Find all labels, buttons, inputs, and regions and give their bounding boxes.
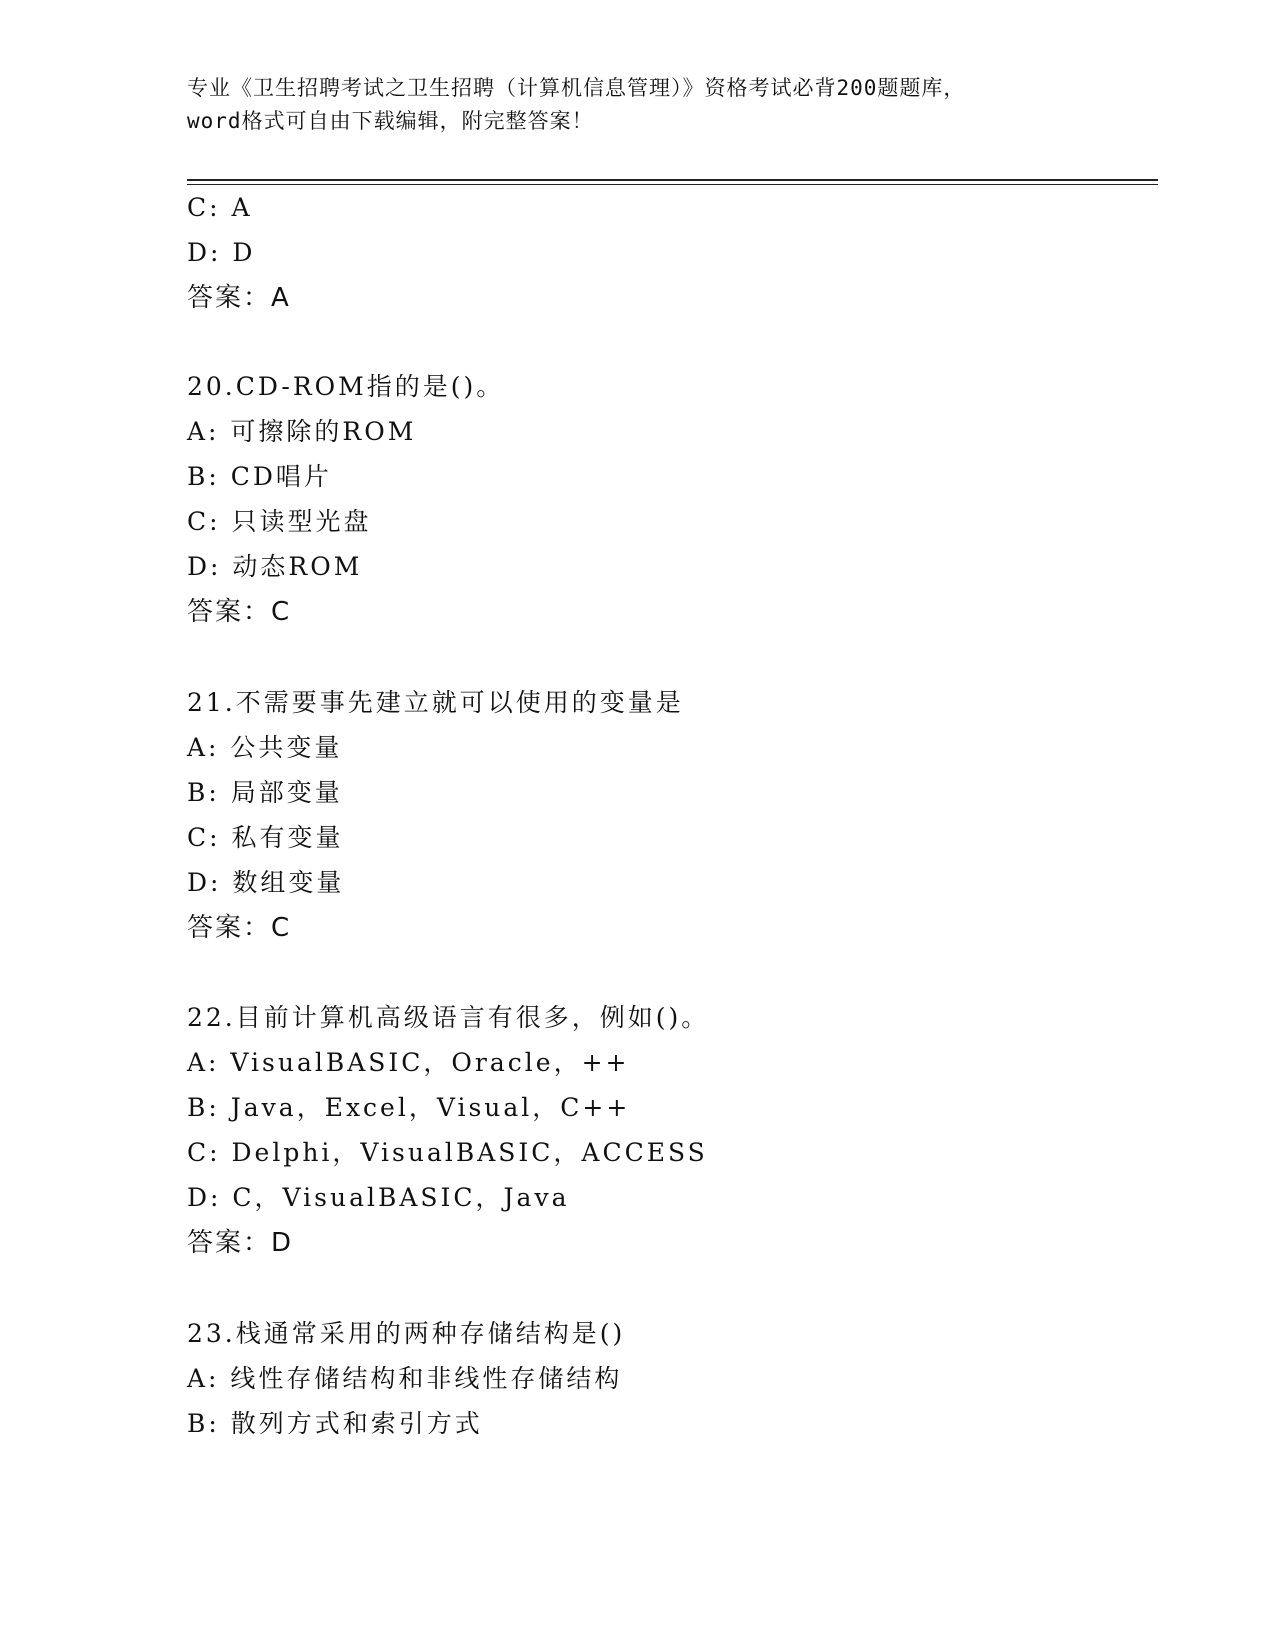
header-line-1: 专业《卫生招聘考试之卫生招聘（计算机信息管理）》资格考试必背200题题库， [187,76,966,100]
option-b: B: 局部变量 [187,778,343,807]
answer-line: 答案：A [187,283,291,313]
question-stem: 23.栈通常采用的两种存储结构是() [187,1319,626,1348]
option-c: C: 只读型光盘 [187,507,372,536]
question-stem: 20.CD-ROM指的是()。 [187,372,505,401]
option-b: B: 散列方式和索引方式 [187,1409,483,1438]
option-b: B: CD唱片 [187,462,332,491]
option-a: A: 线性存储结构和非线性存储结构 [187,1364,623,1393]
header-line-2: word格式可自由下载编辑，附完整答案！ [187,109,594,133]
option-d: D: C，VisualBASIC，Java [187,1183,570,1212]
option-a: A: VisualBASIC，Oracle，++ [187,1048,630,1077]
question-stem: 22.目前计算机高级语言有很多，例如()。 [187,1003,710,1032]
option-c: C: 私有变量 [187,823,344,852]
answer-line: 答案：D [187,1228,294,1258]
document-header [187,72,1087,138]
option-a: A: 可擦除的ROM [187,417,417,446]
question-stem: 21.不需要事先建立就可以使用的变量是 [187,688,684,717]
option-b: B: Java，Excel，Visual，C++ [187,1093,631,1122]
option-d: D: D [187,238,256,267]
header-divider [187,179,1158,185]
answer-line: 答案：C [187,597,292,627]
option-d: D: 动态ROM [187,552,363,581]
option-c: C: A [187,193,253,222]
option-d: D: 数组变量 [187,868,345,897]
option-c: C: Delphi，VisualBASIC，ACCESS [187,1138,708,1167]
answer-line: 答案：C [187,913,292,943]
option-a: A: 公共变量 [187,733,343,762]
